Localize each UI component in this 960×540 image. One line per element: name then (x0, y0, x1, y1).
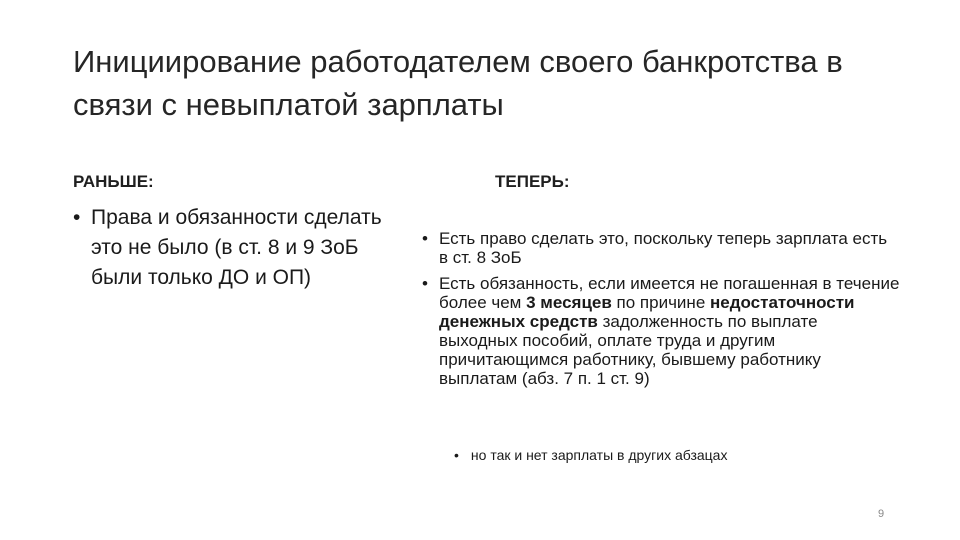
text-segment: Есть обязанность, если имеется не погашенная в течение более чем (439, 274, 900, 312)
list-item-text: Есть право сделать это, поскольку теперь зарплата есть в ст. 8 ЗоБ (439, 229, 888, 267)
page-number: 9 (878, 508, 885, 520)
sub-item-text: но так и нет зарплаты в других абзацах (470, 447, 728, 463)
bullet-icon: • (422, 229, 428, 248)
sub-list-item (454, 446, 727, 464)
now-heading: ТЕПЕРЬ: (495, 172, 570, 191)
before-list (73, 203, 383, 293)
bullet-icon: • (422, 274, 428, 293)
list-item (73, 203, 383, 293)
bullet-icon: • (454, 447, 459, 463)
text-segment: по причине (611, 293, 710, 312)
emphasis-insufficient-funds: недостаточности денежных средств (439, 293, 855, 331)
before-heading: РАНЬШЕ: (73, 172, 154, 191)
list-item-text (439, 274, 899, 388)
bullet-icon: • (73, 206, 81, 229)
list-item (420, 229, 900, 267)
slide-title: Инициирование работодателем своего банкротства в связи с невыплатой зарплаты (73, 44, 843, 122)
list-item-text: Права и обязанности сделать это не было (в ст. 8 и 9 ЗоБ были только ДО и ОП) (91, 206, 382, 289)
list-item (420, 274, 900, 388)
now-list (420, 229, 900, 395)
text-segment: задолженность по выплате выходных пособий, оплате труда и другим причитающимся работнику, бывшему работнику выплатам (абз. 7 п. 1 ст. 9) (439, 312, 821, 388)
emphasis-months: 3 месяцев (526, 293, 612, 312)
